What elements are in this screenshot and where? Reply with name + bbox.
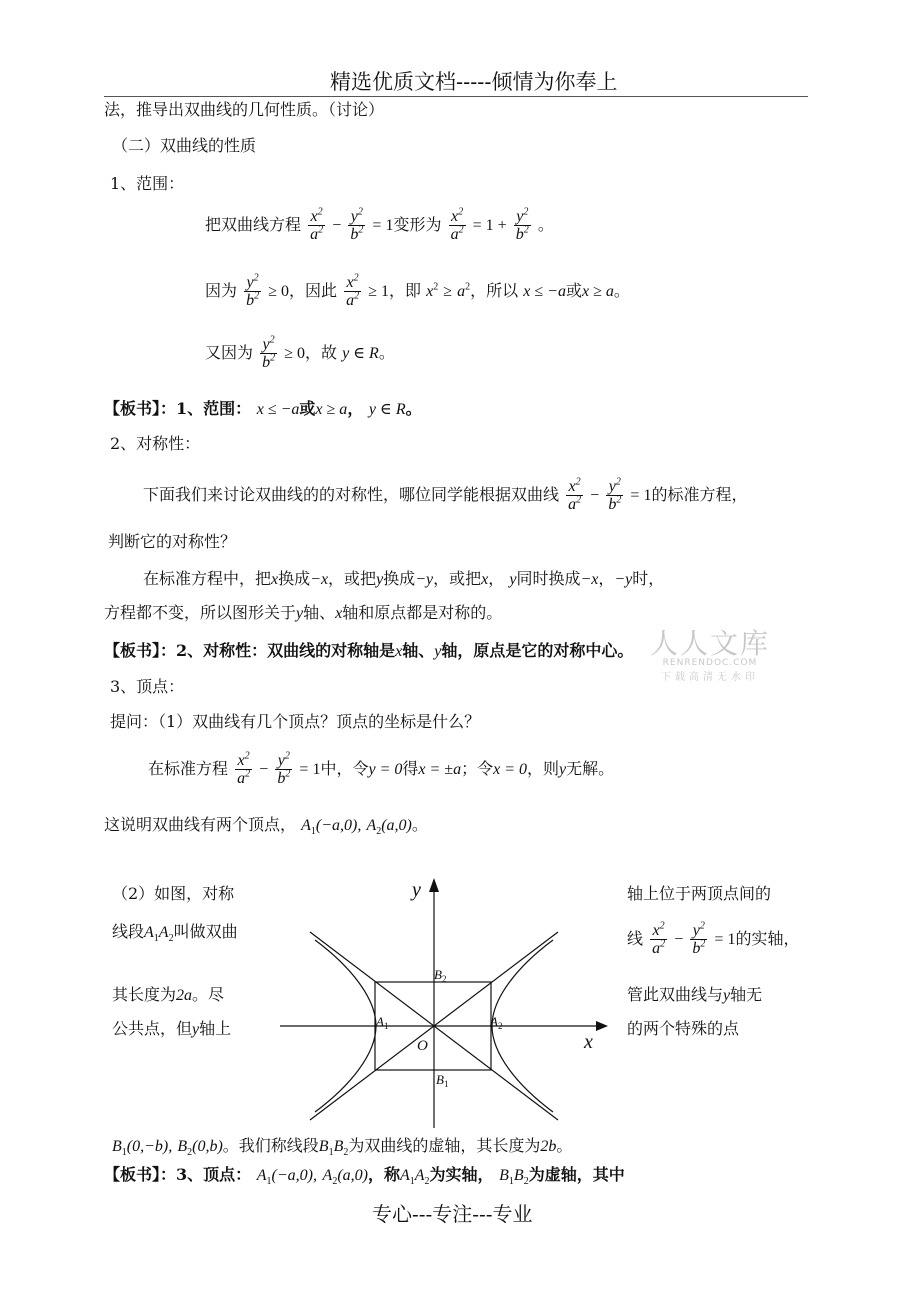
fraction: $\frac{x^2}{a^2}$ <box>652 920 666 957</box>
text-line: 这说明双曲线有两个顶点， $A_1(-a,0)$, $A_2(a,0)$。 <box>104 815 428 838</box>
fraction: $\frac{x^2}{a^2}$ <box>310 206 324 243</box>
fraction: $\frac{x^2}{a^2}$ <box>346 272 360 309</box>
fraction: $\frac{y^2}{b^2}$ <box>350 206 364 243</box>
origin-label: O <box>417 1038 428 1054</box>
subsection-heading: 2、对称性： <box>110 434 201 453</box>
watermark-slogan: 下载高清无水印 <box>661 672 759 683</box>
y-axis-arrow <box>429 878 439 892</box>
fraction: $\frac{y^2}{b^2}$ <box>515 206 529 243</box>
text-line: 轴上位于两顶点间的 <box>627 884 772 903</box>
vertex-a2-label: $A_2$ <box>490 1014 503 1031</box>
fraction: $\frac{y^2}{b^2}$ <box>262 334 276 371</box>
text-line: （2）如图，对称 <box>112 884 235 903</box>
text-line: 把双曲线方程 $\frac{x^2}{a^2}$ − $\frac{y^2}{b^2}$ = 1变形为 $\frac{x^2}{a^2}$ = 1 + $\frac{y^2}{b^2}$ 。 <box>205 206 554 243</box>
x-axis-label: x <box>584 1031 593 1053</box>
vertex-a1-label: $A_1$ <box>376 1014 389 1031</box>
question: 提问：（1）双曲线有几个顶点？顶点的坐标是什么？ <box>110 712 481 731</box>
text-line: 公共点，但y轴上 <box>112 1019 232 1038</box>
subsection-heading: 3、顶点： <box>110 677 185 696</box>
board-note: 【板书】：3、顶点： $A_1(-a,0)$, $A_2(a,0)$，称$A_1A_2$为实轴， $B_1B_2$为虚轴，其中 <box>104 1165 625 1188</box>
fraction: $\frac{x^2}{a^2}$ <box>568 476 582 513</box>
fraction: $\frac{x^2}{a^2}$ <box>237 750 251 787</box>
text-line: 线 $\frac{x^2}{a^2}$ − $\frac{y^2}{b^2}$ = 1的实轴， <box>627 920 800 957</box>
subsection-heading: 1、范围： <box>110 174 185 193</box>
watermark-brand: 人人文库 <box>649 627 770 660</box>
board-note: 【板书】：1、范围： x ≤ −a或x ≥ a， y ∈ R。 <box>104 399 422 418</box>
text-line: 下面我们来讨论双曲线的的对称性，哪位同学能根据双曲线 $\frac{x^2}{a^2}$ − $\frac{y^2}{b^2}$ = 1的标准方程， <box>143 476 748 513</box>
section-heading: （二）双曲线的性质 <box>112 136 257 155</box>
point-b2-label: $B_2$ <box>434 967 447 984</box>
page-header: 精选优质文档-----倾情为你奉上 <box>330 70 618 94</box>
text-line: 线段$A_1A_2$叫做双曲 <box>112 922 238 945</box>
point-b1-label: $B_1$ <box>436 1072 449 1089</box>
hyperbola-figure <box>270 870 610 1135</box>
fraction: $\frac{y^2}{b^2}$ <box>277 750 291 787</box>
text-line: 判断它的对称性？ <box>108 532 237 551</box>
text-line: 在标准方程 $\frac{x^2}{a^2}$ − $\frac{y^2}{b^2}$ = 1中，令y = 0得x = ±a；令x = 0，则y无解。 <box>148 750 615 787</box>
fraction: $\frac{y^2}{b^2}$ <box>608 476 622 513</box>
fraction: $\frac{x^2}{a^2}$ <box>450 206 464 243</box>
text-line: 方程都不变，所以图形关于y轴、x轴和原点都是对称的。 <box>104 603 503 622</box>
text-line: 法，推导出双曲线的几何性质。（讨论） <box>104 100 385 119</box>
x-axis-arrow <box>596 1021 608 1031</box>
fraction: $\frac{y^2}{b^2}$ <box>692 920 706 957</box>
text-line: 管此双曲线与y轴无 <box>627 985 763 1004</box>
header-rule <box>104 96 808 97</box>
watermark-domain: RENRENDOC.COM <box>662 658 758 668</box>
page-footer: 专心---专注---专业 <box>372 1202 533 1226</box>
y-axis-label: y <box>412 879 421 901</box>
fraction: $\frac{y^2}{b^2}$ <box>246 272 260 309</box>
text-line: 又因为 $\frac{y^2}{b^2}$ ≥ 0，故 y ∈ R。 <box>205 334 395 371</box>
text-line: 在标准方程中，把x换成−x，或把y换成−y，或把x， y同时换成−x，−y时， <box>143 569 665 588</box>
text-line: 其长度为2a。尽 <box>112 985 225 1004</box>
watermark <box>645 622 775 683</box>
text-line: $B_1(0,-b)$, $B_2(0,b)$。我们称线段$B_1B_2$为双曲线的虚轴，其长度为2b。 <box>112 1136 573 1159</box>
board-note: 【板书】：2、对称性：双曲线的对称轴是x轴、y轴，原点是它的对称中心。 <box>104 641 634 660</box>
text-line: 的两个特殊的点 <box>627 1019 740 1038</box>
text-line: 因为 $\frac{y^2}{b^2}$ ≥ 0，因此 $\frac{x^2}{a^2}$ ≥ 1，即 $x^2 \ge a^2$，所以 x ≤ −a或x ≥ a。 <box>205 272 630 309</box>
